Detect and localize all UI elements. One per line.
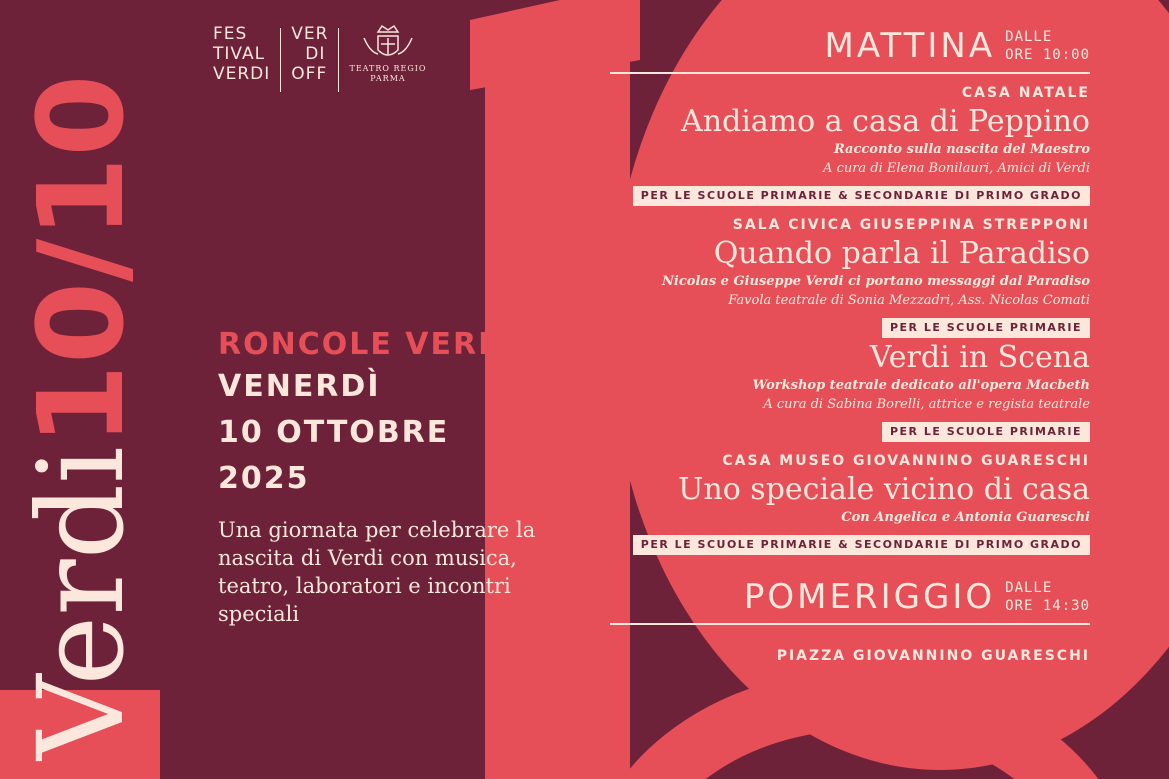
event-title: Uno speciale vicino di casa xyxy=(678,472,1090,507)
logo-line: OFF xyxy=(291,64,328,84)
logo-line: VERDI xyxy=(213,64,271,84)
logo-line: DI xyxy=(305,44,326,64)
teatro-label: TEATRO REGIO xyxy=(349,64,427,73)
section-rule xyxy=(610,623,1090,625)
event-block xyxy=(610,452,1090,555)
afternoon-time xyxy=(1005,579,1090,615)
afternoon-venue: PIAZZA GIOVANNINO GUARESCHI xyxy=(776,648,1090,664)
morning-title: MATTINA xyxy=(824,26,996,66)
vertical-title xyxy=(12,74,150,760)
event-credit: A cura di Sabina Borelli, attrice e regista teatrale xyxy=(763,397,1090,412)
logo-line: TIVAL xyxy=(213,44,266,64)
morning-header xyxy=(610,26,1090,66)
event-block xyxy=(610,216,1090,338)
vertical-title-number: 10/10 xyxy=(12,74,150,447)
place: RONCOLE VERDI xyxy=(218,327,519,362)
schedule xyxy=(610,26,1090,665)
teatro-regio-logo xyxy=(349,24,426,84)
event-block xyxy=(610,340,1090,442)
intro-text: Una giornata per celebrare la nascita di Verdi con musica, teatro, laboratori e incontri speciali xyxy=(218,518,536,626)
event-subtitle: Con Angelica e Antonia Guareschi xyxy=(841,510,1090,525)
audience-badge: PER LE SCUOLE PRIMARIE xyxy=(882,422,1090,442)
event-credit: Favola teatrale di Sonia Mezzadri, Ass. Nicolas Comati xyxy=(728,293,1090,308)
year: 2025 xyxy=(218,461,310,496)
verdi-off-logo xyxy=(291,24,328,84)
event-title: Quando parla il Paradiso xyxy=(713,236,1090,271)
event-info xyxy=(218,326,598,628)
afternoon-header xyxy=(610,577,1090,617)
event-block xyxy=(610,84,1090,206)
vertical-title-word: Verdi xyxy=(12,446,150,760)
section-rule xyxy=(610,72,1090,74)
event-subtitle: Racconto sulla nascita del Maestro xyxy=(833,142,1090,157)
time-line: ORE 14:30 xyxy=(1005,598,1090,614)
logo-line: VER xyxy=(291,24,329,44)
time-line: DALLE xyxy=(1005,580,1053,596)
event-subtitle: Workshop teatrale dedicato all'opera Macbeth xyxy=(752,378,1090,393)
event-venue: SALA CIVICA GIUSEPPINA STREPPONI xyxy=(732,217,1090,233)
event-title: Andiamo a casa di Peppino xyxy=(681,104,1090,139)
audience-badge: PER LE SCUOLE PRIMARIE & SECONDARIE DI PRIMO GRADO xyxy=(633,535,1090,555)
teatro-city: PARMA xyxy=(370,74,406,83)
date: 10 OTTOBRE xyxy=(218,415,450,450)
event-credit: A cura di Elena Bonilauri, Amici di Verdi xyxy=(823,161,1090,176)
logos xyxy=(213,24,426,92)
crest-icon xyxy=(360,24,416,64)
morning-time xyxy=(1005,28,1090,64)
event-venue: CASA MUSEO GIOVANNINO GUARESCHI xyxy=(722,453,1090,469)
audience-badge: PER LE SCUOLE PRIMARIE & SECONDARIE DI PRIMO GRADO xyxy=(633,186,1090,206)
event-title: Verdi in Scena xyxy=(869,340,1090,375)
day: VENERDÌ xyxy=(218,369,381,404)
event-venue: CASA NATALE xyxy=(961,85,1090,101)
logo-divider xyxy=(280,28,281,92)
event-subtitle: Nicolas e Giuseppe Verdi ci portano messaggi dal Paradiso xyxy=(662,274,1090,289)
time-line: DALLE xyxy=(1005,29,1053,45)
logo-line: FES xyxy=(213,24,248,44)
logo-divider xyxy=(338,28,339,92)
afternoon-title: POMERIGGIO xyxy=(743,577,996,617)
time-line: ORE 10:00 xyxy=(1005,47,1090,63)
festival-verdi-logo xyxy=(213,24,270,84)
audience-badge: PER LE SCUOLE PRIMARIE xyxy=(882,318,1090,338)
